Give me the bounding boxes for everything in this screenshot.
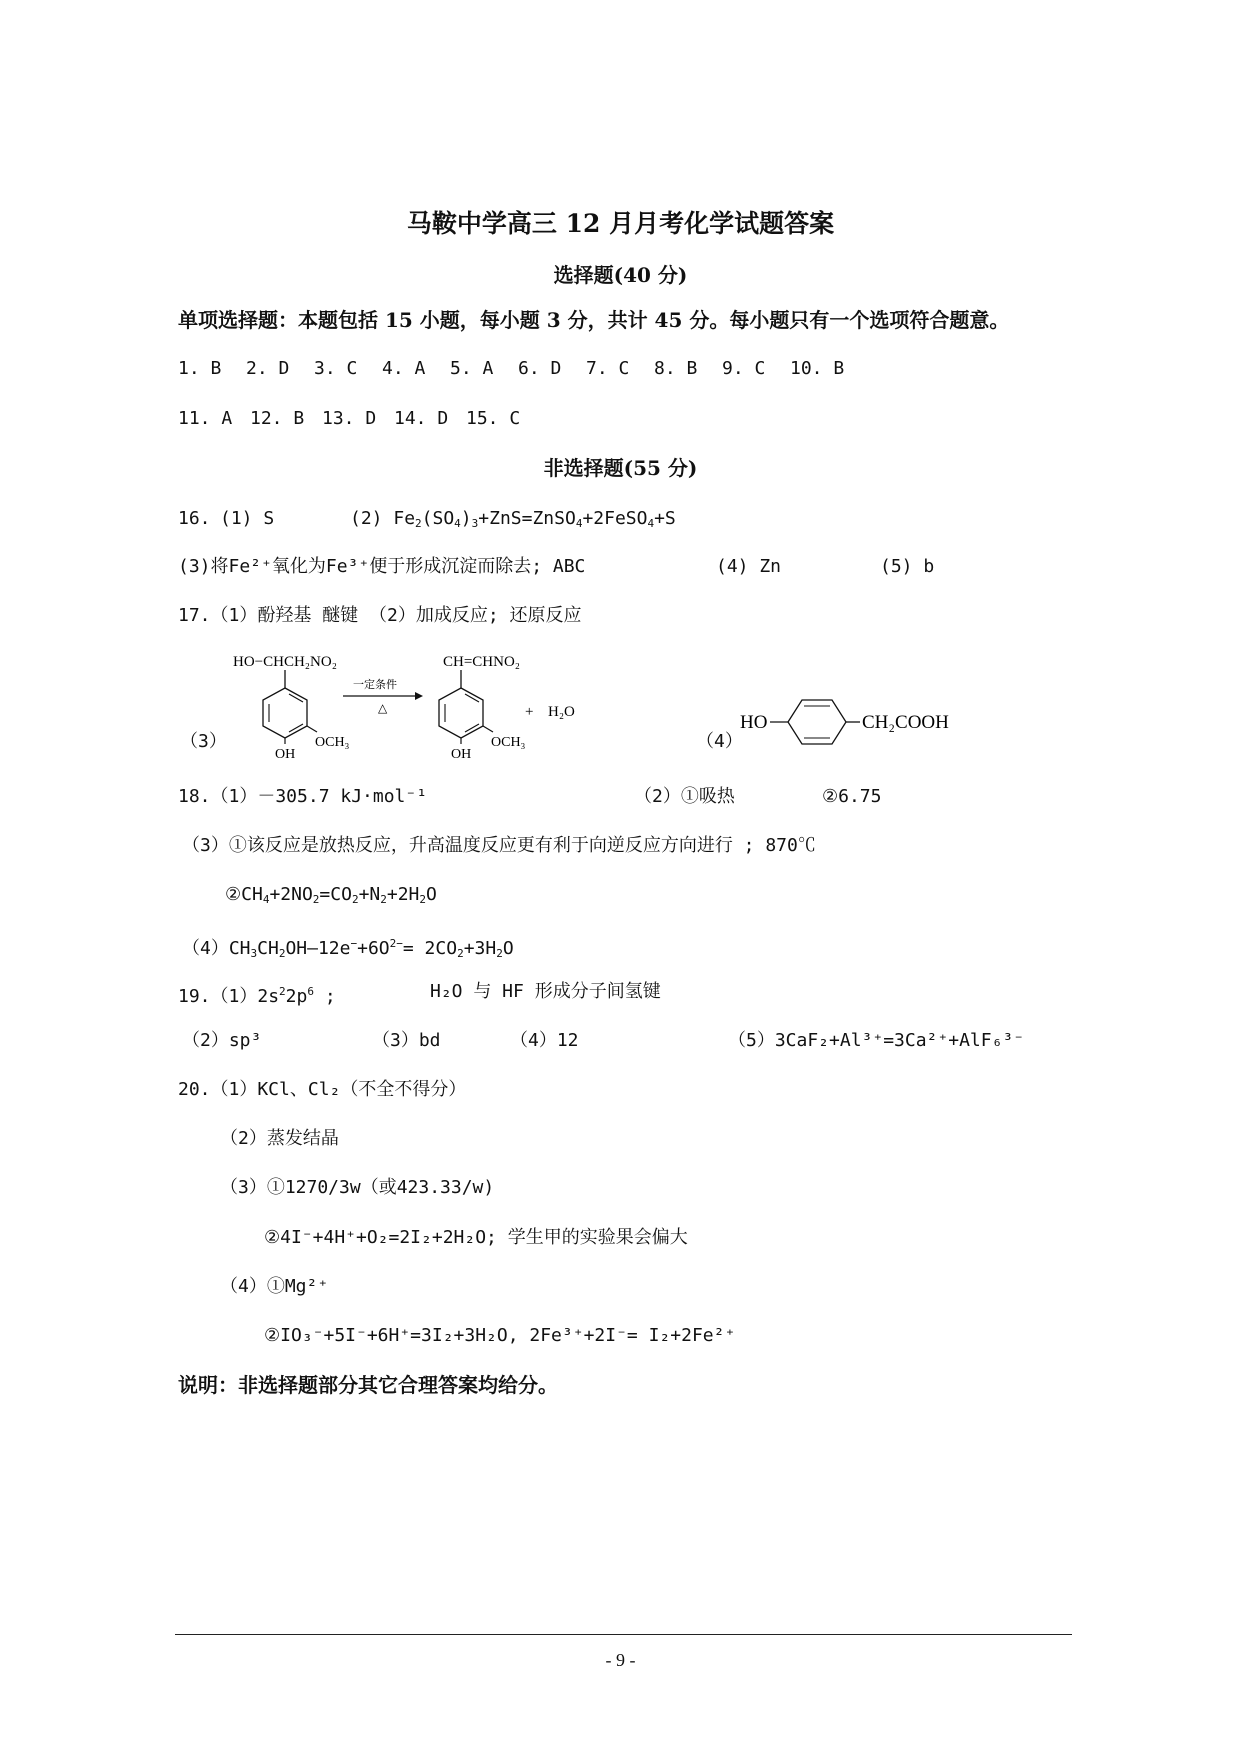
q20-part3: （3）①1270/3w（或423.33/w) <box>220 1177 495 1198</box>
mcq-answer: 12. B <box>250 408 305 429</box>
q19-part1c: H₂O 与 HF 形成分子间氢键 <box>430 981 661 1002</box>
svg-text:△: △ <box>378 701 388 715</box>
q18-part3: （3）①该反应是放热反应，升高温度反应更有利于向逆反应方向进行 ; 870℃ <box>182 835 816 856</box>
mcq-answer: 13. D <box>322 408 377 429</box>
footer-divider <box>175 1634 1072 1635</box>
mcq-answer: 14. D <box>394 408 449 429</box>
mcq-answer: 5. A <box>450 358 494 379</box>
mcq-answers-row-2 <box>178 407 520 431</box>
q19-part5: （5）3CaF₂+Al³⁺=3Ca²⁺+AlF₆³⁻ <box>728 1030 1025 1051</box>
mcq-answer: 2. D <box>246 358 290 379</box>
q18-part1: 18.（1）－305.7 kJ·mol⁻¹ <box>178 786 428 807</box>
svg-text:HO: HO <box>740 712 768 733</box>
scoring-note: 说明：非选择题部分其它合理答案均给分。 <box>178 1373 558 1397</box>
svg-text:+: + <box>525 704 534 720</box>
q17-reaction-scheme <box>225 648 585 758</box>
svg-text:OH: OH <box>451 747 472 758</box>
svg-text:OH: OH <box>275 747 296 758</box>
page-number: - 9 - <box>605 1650 636 1670</box>
q20-part4: （4）①Mg²⁺ <box>220 1276 329 1297</box>
mcq-answers-row-1 <box>178 357 844 381</box>
q16-number: 16. <box>178 508 211 529</box>
q17-line1: 17.（1）酚羟基 醚键 （2）加成反应; 还原反应 <box>178 605 582 626</box>
q16-part2: (2) $Fe_2(SO_4)_3+ZnS=ZnSO_4+2FeSO_4+S$ <box>350 508 676 530</box>
q19-part2: （2）sp³ <box>182 1030 262 1051</box>
svg-text:CH₂COOH: CH₂COOH <box>862 712 949 733</box>
mcq-answer: 9. C <box>722 358 766 379</box>
benzene-ring <box>439 688 483 738</box>
benzene-ring <box>788 700 846 744</box>
q19-part1: $19.(1)2s^22p^6$ ; <box>178 985 336 1007</box>
q20-part1: 20.（1）KCl、Cl₂（不全不得分） <box>178 1079 467 1100</box>
section-title-nonchoice: 非选择题(55 分) <box>543 456 698 480</box>
q20-part2: （2）蒸发结晶 <box>220 1128 339 1149</box>
svg-text:OCH₃: OCH₃ <box>491 735 526 750</box>
water: H₂O <box>548 704 575 720</box>
page-title: 马鞍中学高三 12 月月考化学试题答案 <box>406 209 835 238</box>
choice-instructions: 单项选择题：本题包括 15 小题，每小题 3 分，共计 45 分。每小题只有一个选项符合题意。 <box>178 308 1010 332</box>
section-title-choice: 选择题(40 分) <box>553 263 688 287</box>
q19-part3: （3）bd <box>372 1030 441 1051</box>
q18-part2: （2）①吸热 <box>634 786 735 807</box>
product-substituent: CH=CHNO₂ <box>443 654 521 670</box>
q17-label3: （3） <box>180 731 227 752</box>
reaction-condition: 一定条件 <box>353 679 397 691</box>
q17-answer4-structure <box>740 690 990 750</box>
q20-part4b: ②IO₃⁻+5I⁻+6H⁺=3I₂+3H₂O, 2Fe³⁺+2I⁻= I₂+2Fe²⁺ <box>264 1325 736 1346</box>
q18-part4: $(4)CH_3CH_2OH—12e^-+6O^{2-}= 2CO_2+3H_2O$ <box>182 937 514 960</box>
q18-part2b: ②6.75 <box>822 786 882 807</box>
reactant-substituent: HO−CHCH₂NO₂ <box>233 654 337 670</box>
q18-part3b: $②CH_4+2NO_2=CO_2+N_2+2H_2O$ <box>225 884 437 906</box>
mcq-answer: 8. B <box>654 358 698 379</box>
mcq-answer: 10. B <box>790 358 845 379</box>
mcq-answer: 1. B <box>178 358 222 379</box>
benzene-ring <box>263 688 307 738</box>
mcq-answer: 15. C <box>466 408 521 429</box>
mcq-answer: 4. A <box>382 358 426 379</box>
mcq-answer: 6. D <box>518 358 562 379</box>
q20-part3b: ②4I⁻+4H⁺+O₂=2I₂+2H₂O; 学生甲的实验果会偏大 <box>264 1227 688 1248</box>
q17-label4: （4） <box>696 731 743 752</box>
q16-part1: (1) S <box>220 508 275 529</box>
mcq-answer: 3. C <box>314 358 358 379</box>
svg-text:OCH₃: OCH₃ <box>315 735 350 750</box>
mcq-answer: 7. C <box>586 358 630 379</box>
mcq-answer: 11. A <box>178 408 233 429</box>
q16-part5: (5) b <box>880 556 935 577</box>
q16-part3: (3)将Fe²⁺氧化为Fe³⁺便于形成沉淀而除去; ABC <box>178 556 586 577</box>
q16-part4: (4) Zn <box>716 556 782 577</box>
q19-part4: （4）12 <box>510 1030 579 1051</box>
